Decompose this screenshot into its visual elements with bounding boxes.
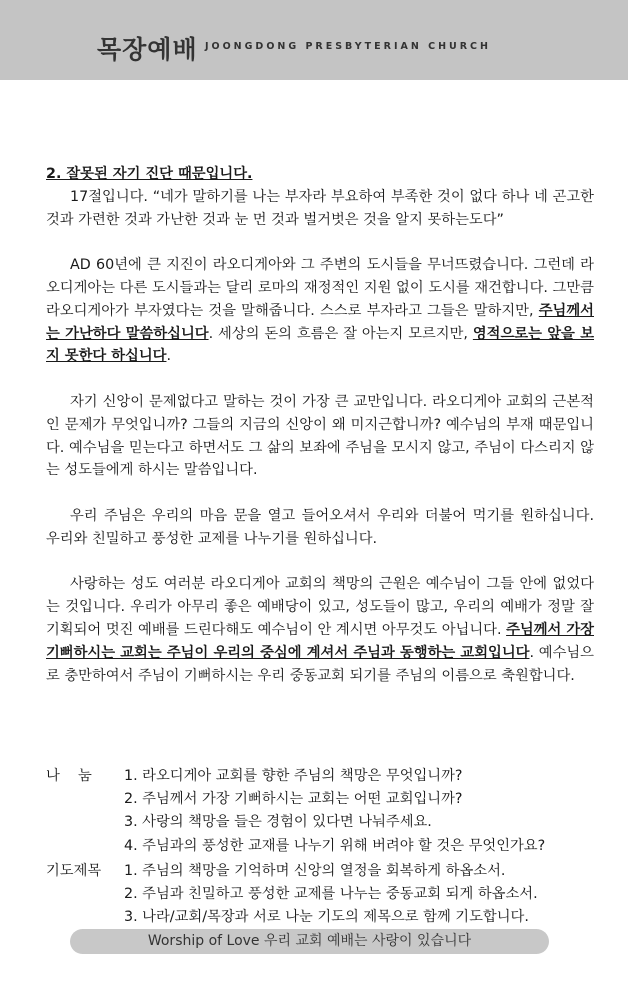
footer-banner: Worship of Love 우리 교회 예배는 사랑이 있습니다 [70,929,549,954]
sharing-section [46,765,606,858]
section-heading: 2. 잘못된 자기 진단 때문입니다. [46,166,253,182]
list-item: 3. 나라/교회/목장과 서로 나눈 기도의 제목으로 함께 기도합니다. [124,909,529,926]
sharing-label: 나 눔 [46,768,92,784]
paragraph-5 [46,573,594,687]
list-item: 1. 주님의 책망을 기억하며 신앙의 열정을 회복하게 하옵소서. [124,862,506,879]
paragraph-5-emphasis: 주님께서 가장 기뻐하시는 교회는 주님이 우리의 중심에 계셔서 주님과 동행하는 교회입니다 [46,621,594,661]
paragraph-2-emphasis-2: 영적으로는 앞을 보지 못한다 하십니다 [46,325,595,365]
list-item: 1. 라오디게아 교회를 향한 주님의 책망은 무엇입니까? [124,768,463,784]
paragraph-2 [46,254,594,368]
list-item: 4. 주님과의 풍성한 교재를 나누기 위해 버려야 할 것은 무엇인가요? [124,837,546,854]
list-item: 2. 주님과 친밀하고 풍성한 교제를 나누는 중동교회 되게 하옵소서. [124,886,538,903]
list-item: 2. 주님께서 가장 기뻐하시는 교회는 어떤 교회입니까? [124,791,463,808]
header-title: 목장예배 [97,35,198,64]
paragraph-5-text-a: 사랑하는 성도 여러분 라오디게아 교회의 책망의 근원은 예수님이 그들 안에 없었다는 것입니다. 우리가 아무리 좋은 예배당이 있고, 성도들이 많고, 우리의 예배가 정말 잘 기획되어 멋진 예배를 드린다해도 예수님이 안 계시면 아무것도 아닙니다. [46,576,594,638]
paragraph-1: 17절입니다. “네가 말하기를 나는 부자라 부요하여 부족한 것이 없다 하나 네 곤고한 것과 가련한 것과 가난한 것과 눈 먼 것과 벌거벗은 것을 알지 못하는도다” [46,188,594,228]
paragraph-3: 자기 신앙이 문제없다고 말하는 것이 가장 큰 교만입니다. 라오디게아 교회의 근본적인 문제가 무엇입니까? 그들의 지금의 신앙이 왜 미지근합니까? 예수님의 부재 때문입니다. 예수님을 믿는다고 하면서도 그 삶의 보좌에 주님을 모시지 않고, 주님이 다스리지 않는 성도들에게 하시는 말씀입니다. [46,393,594,479]
header-church-name: JOONGDONG PRESBYTERIAN CHURCH [205,41,491,52]
discussion-and-prayer [46,765,606,929]
prayer-section [46,860,606,930]
paragraph-5-text-b: . 예수님으로 충만하여서 주님이 기뻐하시는 우리 중동교회 되기를 주님의 이름으로 축원합니다. [46,644,594,684]
paragraph-2-emphasis-1: 주님께서는 가난하다 말씀하십니다 [46,302,594,342]
sharing-list [124,765,606,858]
paragraph-2-text-c: . [166,348,171,365]
sermon-body [46,163,594,687]
paragraph-2-text-a: AD 60년에 큰 지진이 라오디게아와 그 주변의 도시들을 무너뜨렸습니다. 그런데 라오디게아는 다른 도시들과는 달리 로마의 재정적인 지원 없이 도시를 재건합니다. 그만큼 라오디게아가 부자였다는 것을 말해줍니다. 스스로 부자라고 그들은 말하지만, [46,257,594,319]
prayer-list [124,860,606,930]
list-item: 3. 사랑의 책망을 들은 경험이 있다면 나눠주세요. [124,814,432,831]
page-header [0,0,628,80]
prayer-label: 기도제목 [46,862,102,879]
paragraph-2-text-b: . 세상의 돈의 흐름은 잘 아는지 모르지만, [208,325,473,342]
paragraph-4: 우리 주님은 우리의 마음 문을 열고 들어오셔서 우리와 더불어 먹기를 원하십니다. 우리와 친밀하고 풍성한 교제를 나누기를 원하십니다. [46,507,594,547]
